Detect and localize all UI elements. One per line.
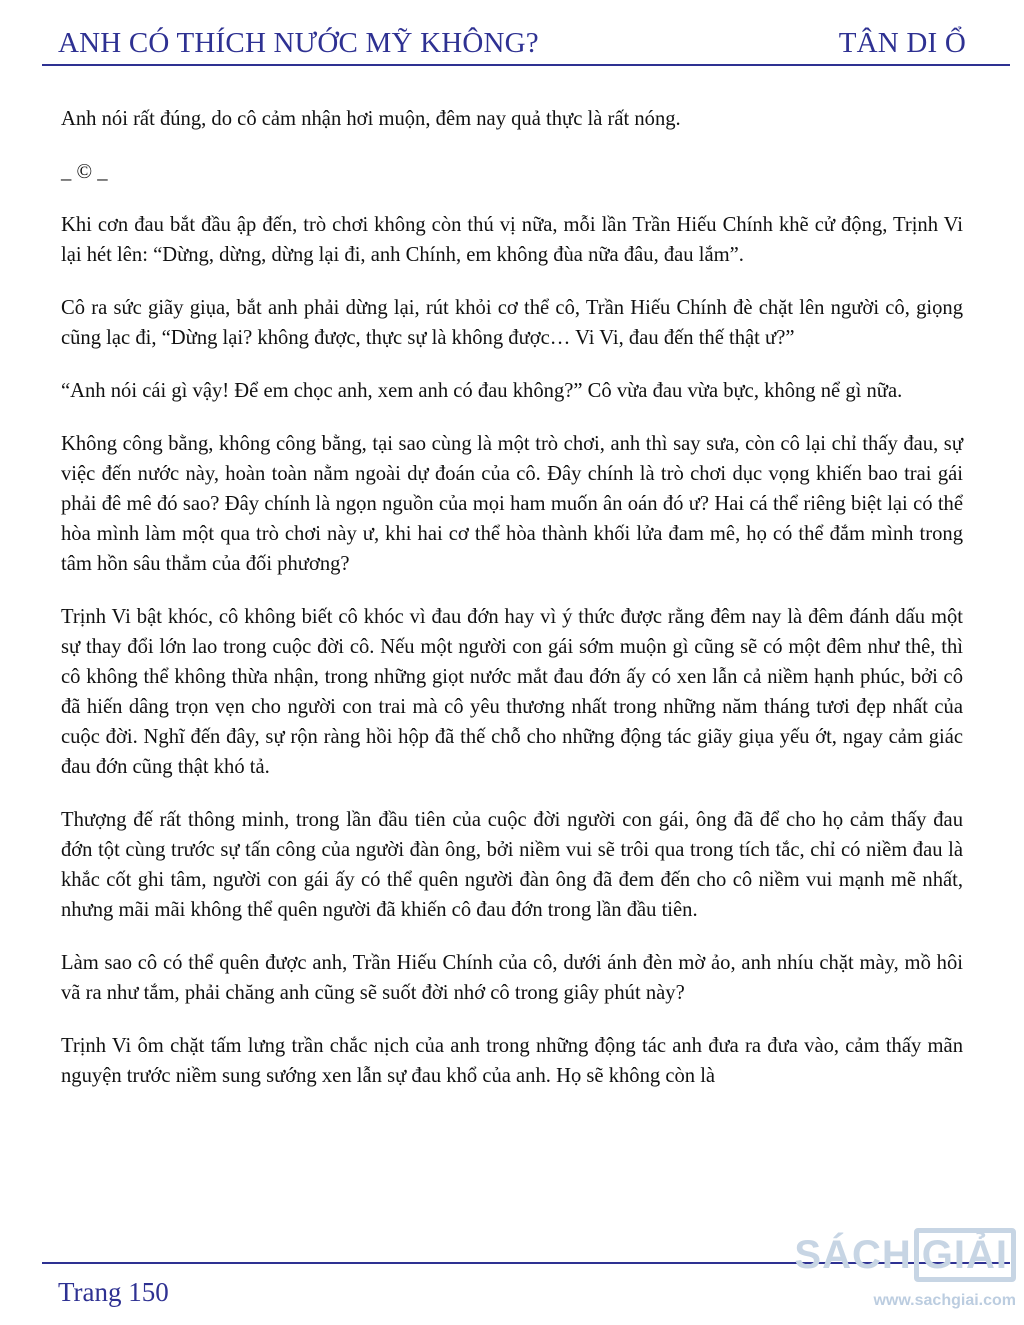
- paragraph: Cô ra sức giãy giụa, bắt anh phải dừng lại, rút khỏi cơ thể cô, Trần Hiếu Chính đè chặt lên người cô, giọng cũng lạc đi, “Dừng lại? không được, thực sự là không được… Vi Vi, đau đến thế thật ư?”: [61, 297, 963, 349]
- watermark-logo-left: SÁCH: [794, 1232, 912, 1277]
- watermark-logo-boxed: GIẢI: [914, 1228, 1016, 1282]
- author-name: TÂN DI Ổ: [838, 27, 966, 59]
- paragraph: Trịnh Vi bật khóc, cô không biết cô khóc vì đau đớn hay vì ý thức được rằng đêm nay là đêm đánh dấu một sự thay đổi lớn lao trong cuộc đời cô. Nếu một người con gái sớm muộn gì cũng sẽ có một đêm như thê, thì cô không thể không thừa nhận, trong những giọt nước mắt đau đớn ấy có xen lẫn cả niềm hạnh phúc, bởi cô đã hiến dâng trọn vẹn cho người con trai mà cô yêu thương nhất trong những năm tháng tươi đẹp nhất của cuộc đời. Nghĩ đến đây, sự rộn ràng hồi hộp đã thế chỗ cho những động tác giãy giụa yếu ớt, ngay cảm giác đau đớn cũng thật khó tả.: [61, 606, 963, 778]
- page-number: Trang 150: [58, 1277, 169, 1307]
- section-separator: _ © _: [61, 161, 108, 183]
- page-body: [61, 104, 963, 1114]
- paragraph: Làm sao cô có thể quên được anh, Trần Hiếu Chính của cô, dưới ánh đèn mờ ảo, anh nhíu chặt mày, mồ hôi vã ra như tắm, phải chăng anh cũng sẽ suốt đời nhớ cô trong giây phút này?: [61, 952, 963, 1004]
- page-header: [58, 18, 966, 62]
- paragraph: Thượng đế rất thông minh, trong lần đầu tiên của cuộc đời người con gái, ông đã để cho họ cảm thấy đau đớn tột cùng trước sự tấn công của người đàn ông, bởi niềm vui sẽ trôi qua trong tích tắc, chỉ có niềm đau là khắc cốt ghi tâm, người con gái ấy có thể quên người đàn ông đã đem đến cho cô niềm vui mạnh mẽ nhất, nhưng mãi mãi không thể quên người đã khiến cô đau đớn trong lần đầu tiên.: [61, 809, 963, 921]
- paragraph: Anh nói rất đúng, do cô cảm nhận hơi muộn, đêm nay quả thực là rất nóng.: [61, 108, 681, 130]
- watermark-logo: [794, 1222, 1016, 1288]
- paragraph: “Anh nói cái gì vậy! Để em chọc anh, xem anh có đau không?” Cô vừa đau vừa bực, không nể gì nữa.: [61, 380, 903, 402]
- watermark: [794, 1222, 1016, 1322]
- book-title: ANH CÓ THÍCH NƯỚC MỸ KHÔNG?: [58, 27, 539, 59]
- header-divider: [42, 64, 1010, 66]
- paragraph: Khi cơn đau bắt đầu ập đến, trò chơi không còn thú vị nữa, mỗi lần Trần Hiếu Chính khẽ cử động, Trịnh Vi lại hét lên: “Dừng, dừng, dừng lại đi, anh Chính, em không đùa nữa đâu, đau lắm”.: [61, 214, 963, 266]
- paragraph: Trịnh Vi ôm chặt tấm lưng trần chắc nịch của anh trong những động tác anh đưa ra đưa vào, cảm thấy mãn nguyện trước niềm sung sướng xen lẫn sự đau khổ của anh. Họ sẽ không còn là: [61, 1035, 963, 1087]
- watermark-url: www.sachgiai.com: [873, 1292, 1016, 1309]
- paragraph: Không công bằng, không công bằng, tại sao cùng là một trò chơi, anh thì say sưa, còn cô lại chỉ thấy đau, sự việc đến nước này, hoàn toàn nằm ngoài dự đoán của cô. Đây chính là trò chơi dục vọng khiến bao trai gái phải đê mê đó sao? Đây chính là ngọn nguồn của mọi ham muốn ân oán đó ư? Hai cá thể riêng biệt lại có thể hòa mình làm một qua trò chơi này ư, khi hai cơ thể hòa thành khối lửa đam mê, họ có thể đắm mình trong tâm hồn sâu thẳm của đối phương?: [61, 433, 963, 575]
